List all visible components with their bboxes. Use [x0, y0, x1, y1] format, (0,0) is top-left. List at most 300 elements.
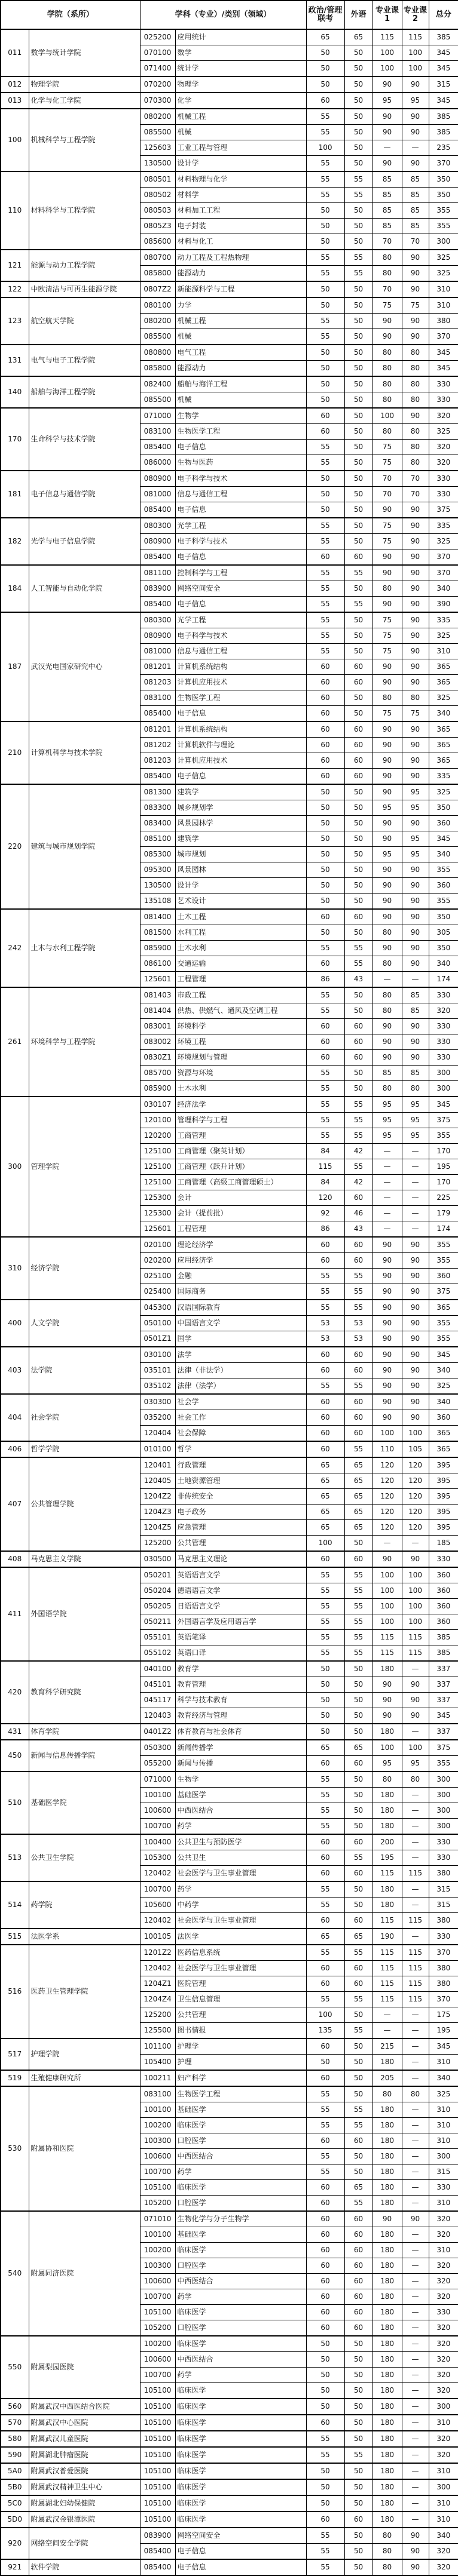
- foreign-score: 60: [344, 2274, 372, 2289]
- major-name: 交通运输: [175, 956, 306, 972]
- total-score: 360: [429, 878, 458, 894]
- major-name: 卫生信息管理: [175, 1992, 306, 2007]
- course1-score: 115: [372, 1866, 402, 1882]
- major-name: 生物学: [175, 1771, 306, 1788]
- major-code: 1204Z3: [140, 1505, 175, 1520]
- politics-score: 60: [306, 1441, 344, 1457]
- course2-score: 90: [402, 644, 429, 659]
- course2-score: 100: [402, 1567, 429, 1583]
- foreign-score: 60: [344, 1237, 372, 1253]
- major-name: 经济法学: [175, 1097, 306, 1113]
- foreign-score: 50: [344, 987, 372, 1003]
- course1-score: 90: [372, 549, 402, 566]
- politics-score: 55: [306, 314, 344, 329]
- total-score: 300: [429, 2399, 458, 2415]
- major-code: 105600: [140, 1898, 175, 1913]
- course1-score: 100: [372, 61, 402, 77]
- major-code: 100200: [140, 2243, 175, 2258]
- college-name: 航空航天学院: [29, 297, 140, 345]
- foreign-score: 65: [344, 1505, 372, 1520]
- major-code: 100600: [140, 2274, 175, 2289]
- course2-score: —: [402, 2133, 429, 2149]
- course2-score: 80: [402, 345, 429, 361]
- foreign-score: 50: [344, 376, 372, 392]
- course1-score: 180: [372, 2305, 402, 2320]
- politics-score: 55: [306, 1898, 344, 1913]
- major-code: 085400: [140, 597, 175, 613]
- course2-score: —: [402, 2495, 429, 2511]
- politics-score: 50: [306, 297, 344, 314]
- major-name: 社会工作: [175, 1410, 306, 1426]
- course2-score: 80: [402, 424, 429, 440]
- total-score: 300: [429, 234, 458, 250]
- table-row: [1, 909, 458, 925]
- total-score: 355: [429, 219, 458, 234]
- total-score: 355: [429, 1237, 458, 1253]
- course1-score: 205: [372, 2070, 402, 2086]
- major-code: 080501: [140, 171, 175, 188]
- course2-score: 95: [402, 847, 429, 862]
- total-score: 365: [429, 753, 458, 769]
- table-row: [1, 612, 458, 628]
- major-name: 会计（提前批）: [175, 1206, 306, 1221]
- total-score: 174: [429, 972, 458, 988]
- table-row: [1, 1661, 458, 1677]
- college-code: 450: [1, 1740, 29, 1771]
- course1-score: 90: [372, 862, 402, 878]
- course2-score: —: [402, 2320, 429, 2336]
- course2-score: 80: [402, 376, 429, 392]
- table-row: [1, 29, 458, 45]
- major-name: 生物化学与分子生物学: [175, 2211, 306, 2227]
- major-code: 125100: [140, 1144, 175, 1159]
- total-score: 370: [429, 1992, 458, 2007]
- total-score: 330: [429, 2305, 458, 2320]
- course2-score: 100: [402, 1599, 429, 1614]
- course1-score: 90: [372, 909, 402, 925]
- course1-score: 180: [372, 1661, 402, 1677]
- course2-score: 90: [402, 581, 429, 597]
- politics-score: 50: [306, 1693, 344, 1708]
- total-score: 235: [429, 140, 458, 156]
- table-row: [1, 1724, 458, 1740]
- major-code: 071400: [140, 61, 175, 77]
- politics-score: 65: [306, 1505, 344, 1520]
- major-name: 口腔医学: [175, 2133, 306, 2149]
- table-row: [1, 1394, 458, 1410]
- major-code: 100211: [140, 2070, 175, 2086]
- total-score: 345: [429, 361, 458, 377]
- major-code: 100300: [140, 2258, 175, 2274]
- foreign-score: 50: [344, 878, 372, 894]
- college-code: 513: [1, 1834, 29, 1881]
- course2-score: —: [402, 140, 429, 156]
- course1-score: —: [372, 972, 402, 988]
- politics-score: 65: [306, 1473, 344, 1489]
- politics-score: 84: [306, 1175, 344, 1190]
- foreign-score: 50: [344, 314, 372, 329]
- major-code: 080700: [140, 250, 175, 266]
- total-score: 345: [429, 45, 458, 61]
- course1-score: 115: [372, 1913, 402, 1929]
- total-score: 320: [429, 2544, 458, 2560]
- total-score: 325: [429, 2086, 458, 2102]
- total-score: 337: [429, 1677, 458, 1693]
- foreign-score: 60: [344, 1976, 372, 1992]
- major-name: 材料学: [175, 188, 306, 203]
- total-score: 385: [429, 1630, 458, 1645]
- major-name: 网络空间安全: [175, 581, 306, 597]
- course1-score: —: [372, 140, 402, 156]
- politics-score: 60: [306, 1850, 344, 1866]
- foreign-score: 65: [344, 29, 372, 45]
- total-score: 355: [429, 1128, 458, 1144]
- college-name: 护理学院: [29, 2038, 140, 2070]
- course2-score: —: [402, 1536, 429, 1552]
- course2-score: 90: [402, 1410, 429, 1426]
- college-code: 5C0: [1, 2495, 29, 2511]
- college-name: 生命科学与技术学院: [29, 408, 140, 471]
- course1-score: 195: [372, 1850, 402, 1866]
- college-name: 船舶与海洋工程学院: [29, 376, 140, 408]
- major-name: 公共卫生与预防医学: [175, 1834, 306, 1850]
- major-code: 081201: [140, 721, 175, 738]
- course2-score: 120: [402, 1457, 429, 1473]
- major-name: 电子科学与技术: [175, 534, 306, 549]
- politics-score: 86: [306, 1221, 344, 1238]
- total-score: 320: [429, 2274, 458, 2289]
- foreign-score: 60: [344, 1034, 372, 1050]
- major-name: 物理学: [175, 76, 306, 93]
- total-score: 385: [429, 125, 458, 140]
- major-name: 日语语言文学: [175, 1599, 306, 1614]
- course2-score: 85: [402, 1066, 429, 1081]
- foreign-score: 50: [344, 831, 372, 847]
- course2-score: —: [402, 2511, 429, 2528]
- course2-score: 80: [402, 455, 429, 471]
- foreign-score: 50: [344, 1003, 372, 1019]
- politics-score: 60: [306, 424, 344, 440]
- course2-score: —: [402, 1834, 429, 1850]
- major-code: 105200: [140, 2196, 175, 2212]
- major-name: 社会医学与卫生事业管理: [175, 1866, 306, 1882]
- foreign-score: 65: [344, 1740, 372, 1756]
- course2-score: —: [402, 1819, 429, 1835]
- total-score: 355: [429, 1756, 458, 1772]
- course1-score: 180: [372, 1881, 402, 1898]
- politics-score: 55: [306, 188, 344, 203]
- course1-score: 95: [372, 93, 402, 109]
- major-code: 1204Z1: [140, 1976, 175, 1992]
- foreign-score: 55: [344, 1992, 372, 2007]
- course2-score: —: [402, 2415, 429, 2431]
- politics-score: 50: [306, 61, 344, 77]
- major-code: 081300: [140, 784, 175, 800]
- politics-score: 50: [306, 487, 344, 502]
- course1-score: 180: [372, 2102, 402, 2118]
- major-name: 力学: [175, 297, 306, 314]
- course2-score: —: [402, 2164, 429, 2180]
- major-code: 080100: [140, 297, 175, 314]
- total-score: 300: [429, 1081, 458, 1097]
- course2-score: —: [402, 1221, 429, 1238]
- college-code: 431: [1, 1724, 29, 1740]
- politics-score: 50: [306, 471, 344, 487]
- major-code: 040100: [140, 1661, 175, 1677]
- total-score: 315: [429, 1898, 458, 1913]
- course2-score: —: [402, 1190, 429, 1206]
- course2-score: 90: [402, 941, 429, 956]
- course1-score: 180: [372, 2133, 402, 2149]
- politics-score: 60: [306, 1050, 344, 1066]
- course1-score: 95: [372, 1756, 402, 1772]
- politics-score: 55: [306, 125, 344, 140]
- course2-score: —: [402, 2289, 429, 2305]
- major-code: 1204Z2: [140, 1489, 175, 1505]
- table-row: [1, 376, 458, 392]
- politics-score: 55: [306, 1992, 344, 2007]
- total-score: 310: [429, 644, 458, 659]
- politics-score: 55: [306, 534, 344, 549]
- politics-score: 60: [306, 2133, 344, 2149]
- foreign-score: 50: [344, 2336, 372, 2352]
- table-row: [1, 2559, 458, 2575]
- major-name: 数学: [175, 45, 306, 61]
- course1-score: 90: [372, 1269, 402, 1284]
- politics-score: 50: [306, 45, 344, 61]
- course2-score: —: [402, 1803, 429, 1819]
- total-score: 385: [429, 1645, 458, 1662]
- major-name: 临床医学: [175, 2336, 306, 2352]
- major-name: 电子信息: [175, 2559, 306, 2575]
- politics-score: 55: [306, 2164, 344, 2180]
- major-code: 085400: [140, 706, 175, 722]
- foreign-score: 50: [344, 2038, 372, 2055]
- major-name: 工程管理: [175, 1221, 306, 1238]
- major-name: 水利工程: [175, 925, 306, 941]
- foreign-score: 60: [344, 753, 372, 769]
- course2-score: 90: [402, 956, 429, 972]
- course1-score: 90: [372, 753, 402, 769]
- total-score: 330: [429, 1929, 458, 1945]
- foreign-score: 50: [344, 1724, 372, 1740]
- course2-score: —: [402, 2399, 429, 2415]
- course1-score: 90: [372, 1316, 402, 1331]
- total-score: 390: [429, 597, 458, 613]
- table-row: [1, 2511, 458, 2528]
- course1-score: 180: [372, 1788, 402, 1803]
- college-name: 网络空间安全学院: [29, 2528, 140, 2559]
- politics-score: 55: [306, 329, 344, 345]
- politics-score: 60: [306, 1976, 344, 1992]
- table-row: [1, 1929, 458, 1945]
- course2-score: 95: [402, 831, 429, 847]
- major-name: 生物医学工程: [175, 690, 306, 706]
- course2-score: 100: [402, 1740, 429, 1756]
- politics-score: 55: [306, 1788, 344, 1803]
- course2-score: 90: [402, 1363, 429, 1378]
- total-score: 320: [429, 2447, 458, 2463]
- total-score: 337: [429, 1693, 458, 1708]
- major-name: 光学工程: [175, 518, 306, 534]
- major-code: 025100: [140, 1269, 175, 1284]
- foreign-score: 42: [344, 1175, 372, 1190]
- course2-score: 115: [402, 1976, 429, 1992]
- course1-score: 180: [372, 2368, 402, 2383]
- foreign-score: 50: [344, 2086, 372, 2102]
- course1-score: 115: [372, 1976, 402, 1992]
- total-score: 395: [429, 1473, 458, 1489]
- politics-score: 50: [306, 1677, 344, 1693]
- course1-score: 180: [372, 2149, 402, 2164]
- major-name: 工商管理: [175, 1128, 306, 1144]
- total-score: 370: [429, 1945, 458, 1961]
- table-row: [1, 518, 458, 534]
- table-row: [1, 2038, 458, 2055]
- course1-score: 90: [372, 1331, 402, 1347]
- major-code: 082400: [140, 376, 175, 392]
- college-code: 408: [1, 1551, 29, 1567]
- major-code: 050204: [140, 1583, 175, 1599]
- major-code: 035200: [140, 1410, 175, 1426]
- total-score: 360: [429, 1269, 458, 1284]
- course1-score: 180: [372, 2399, 402, 2415]
- major-code: 083900: [140, 2528, 175, 2544]
- course2-score: 90: [402, 518, 429, 534]
- college-code: 170: [1, 408, 29, 471]
- politics-score: 50: [306, 2495, 344, 2511]
- politics-score: 55: [306, 565, 344, 581]
- course1-score: 90: [372, 314, 402, 329]
- header-major: 学科（专业）/类别（领域）: [140, 1, 306, 29]
- course1-score: 85: [372, 188, 402, 203]
- course1-score: 115: [372, 1630, 402, 1645]
- course1-score: 90: [372, 769, 402, 785]
- major-name: 哲学: [175, 1441, 306, 1457]
- foreign-score: 60: [344, 1394, 372, 1410]
- total-score: 375: [429, 1740, 458, 1756]
- foreign-score: 50: [344, 1081, 372, 1097]
- total-score: 345: [429, 61, 458, 77]
- college-name: 环境科学与工程学院: [29, 987, 140, 1097]
- politics-score: 55: [306, 266, 344, 282]
- college-code: 122: [1, 281, 29, 297]
- course1-score: 90: [372, 1300, 402, 1316]
- foreign-score: 50: [344, 1881, 372, 1898]
- total-score: 340: [429, 847, 458, 862]
- course1-score: 80: [372, 2544, 402, 2560]
- course2-score: 70: [402, 471, 429, 487]
- table-body: [1, 29, 458, 2575]
- total-score: 330: [429, 987, 458, 1003]
- course1-score: 90: [372, 1378, 402, 1395]
- politics-score: 55: [306, 2149, 344, 2164]
- total-score: 320: [429, 2383, 458, 2399]
- politics-score: 55: [306, 1583, 344, 1599]
- course1-score: 90: [372, 1253, 402, 1269]
- course2-score: 90: [402, 281, 429, 297]
- major-code: 070300: [140, 93, 175, 109]
- course1-score: 70: [372, 234, 402, 250]
- major-code: 055101: [140, 1630, 175, 1645]
- course2-score: 120: [402, 1505, 429, 1520]
- course2-score: —: [402, 2352, 429, 2368]
- politics-score: 50: [306, 76, 344, 93]
- foreign-score: 50: [344, 2070, 372, 2086]
- major-code: 030107: [140, 1097, 175, 1113]
- course1-score: —: [372, 1221, 402, 1238]
- major-name: 临床医学: [175, 2431, 306, 2447]
- politics-score: 55: [306, 1081, 344, 1097]
- politics-score: 55: [306, 250, 344, 266]
- major-code: 085800: [140, 266, 175, 282]
- table-row: [1, 408, 458, 424]
- major-name: 风景园林: [175, 862, 306, 878]
- college-code: 519: [1, 2070, 29, 2086]
- major-name: 理论经济学: [175, 1237, 306, 1253]
- course2-score: —: [402, 2023, 429, 2039]
- course2-score: —: [402, 972, 429, 988]
- table-row: [1, 721, 458, 738]
- college-name: 附属武汉中心医院: [29, 2415, 140, 2431]
- politics-score: 55: [306, 2544, 344, 2560]
- course1-score: 75: [372, 440, 402, 455]
- foreign-score: 50: [344, 1803, 372, 1819]
- total-score: 195: [429, 1159, 458, 1175]
- college-code: 012: [1, 76, 29, 93]
- politics-score: 60: [306, 2180, 344, 2196]
- college-name: 电气与电子工程学院: [29, 345, 140, 376]
- course1-score: 80: [372, 1081, 402, 1097]
- major-name: 英语笔译: [175, 1630, 306, 1645]
- college-name: 社会学院: [29, 1394, 140, 1441]
- course2-score: 115: [402, 1961, 429, 1976]
- politics-score: 55: [306, 2431, 344, 2447]
- total-score: 345: [429, 831, 458, 847]
- major-name: 计算机系统结构: [175, 659, 306, 675]
- major-code: 080800: [140, 345, 175, 361]
- table-row: [1, 171, 458, 188]
- course2-score: 85: [402, 987, 429, 1003]
- total-score: 395: [429, 1505, 458, 1520]
- course2-score: —: [402, 1788, 429, 1803]
- politics-score: 50: [306, 894, 344, 910]
- course2-score: 85: [402, 1003, 429, 1019]
- foreign-score: 50: [344, 2399, 372, 2415]
- college-code: 011: [1, 29, 29, 76]
- course2-score: 90: [402, 1693, 429, 1708]
- foreign-score: 60: [344, 1426, 372, 1442]
- major-code: 120200: [140, 1128, 175, 1144]
- major-code: 081500: [140, 925, 175, 941]
- foreign-score: 65: [344, 1520, 372, 1536]
- total-score: 345: [429, 345, 458, 361]
- total-score: 355: [429, 1253, 458, 1269]
- total-score: 355: [429, 1316, 458, 1331]
- foreign-score: 50: [344, 847, 372, 862]
- course1-score: 190: [372, 1929, 402, 1945]
- politics-score: 50: [306, 2352, 344, 2368]
- foreign-score: 55: [344, 1284, 372, 1300]
- total-score: 310: [429, 2511, 458, 2528]
- total-score: 179: [429, 1206, 458, 1221]
- major-name: 材料加工工程: [175, 203, 306, 219]
- major-name: 临床医学: [175, 2495, 306, 2511]
- course2-score: 70: [402, 234, 429, 250]
- major-code: 045101: [140, 1677, 175, 1693]
- table-row: [1, 1551, 458, 1567]
- course2-score: —: [402, 2258, 429, 2274]
